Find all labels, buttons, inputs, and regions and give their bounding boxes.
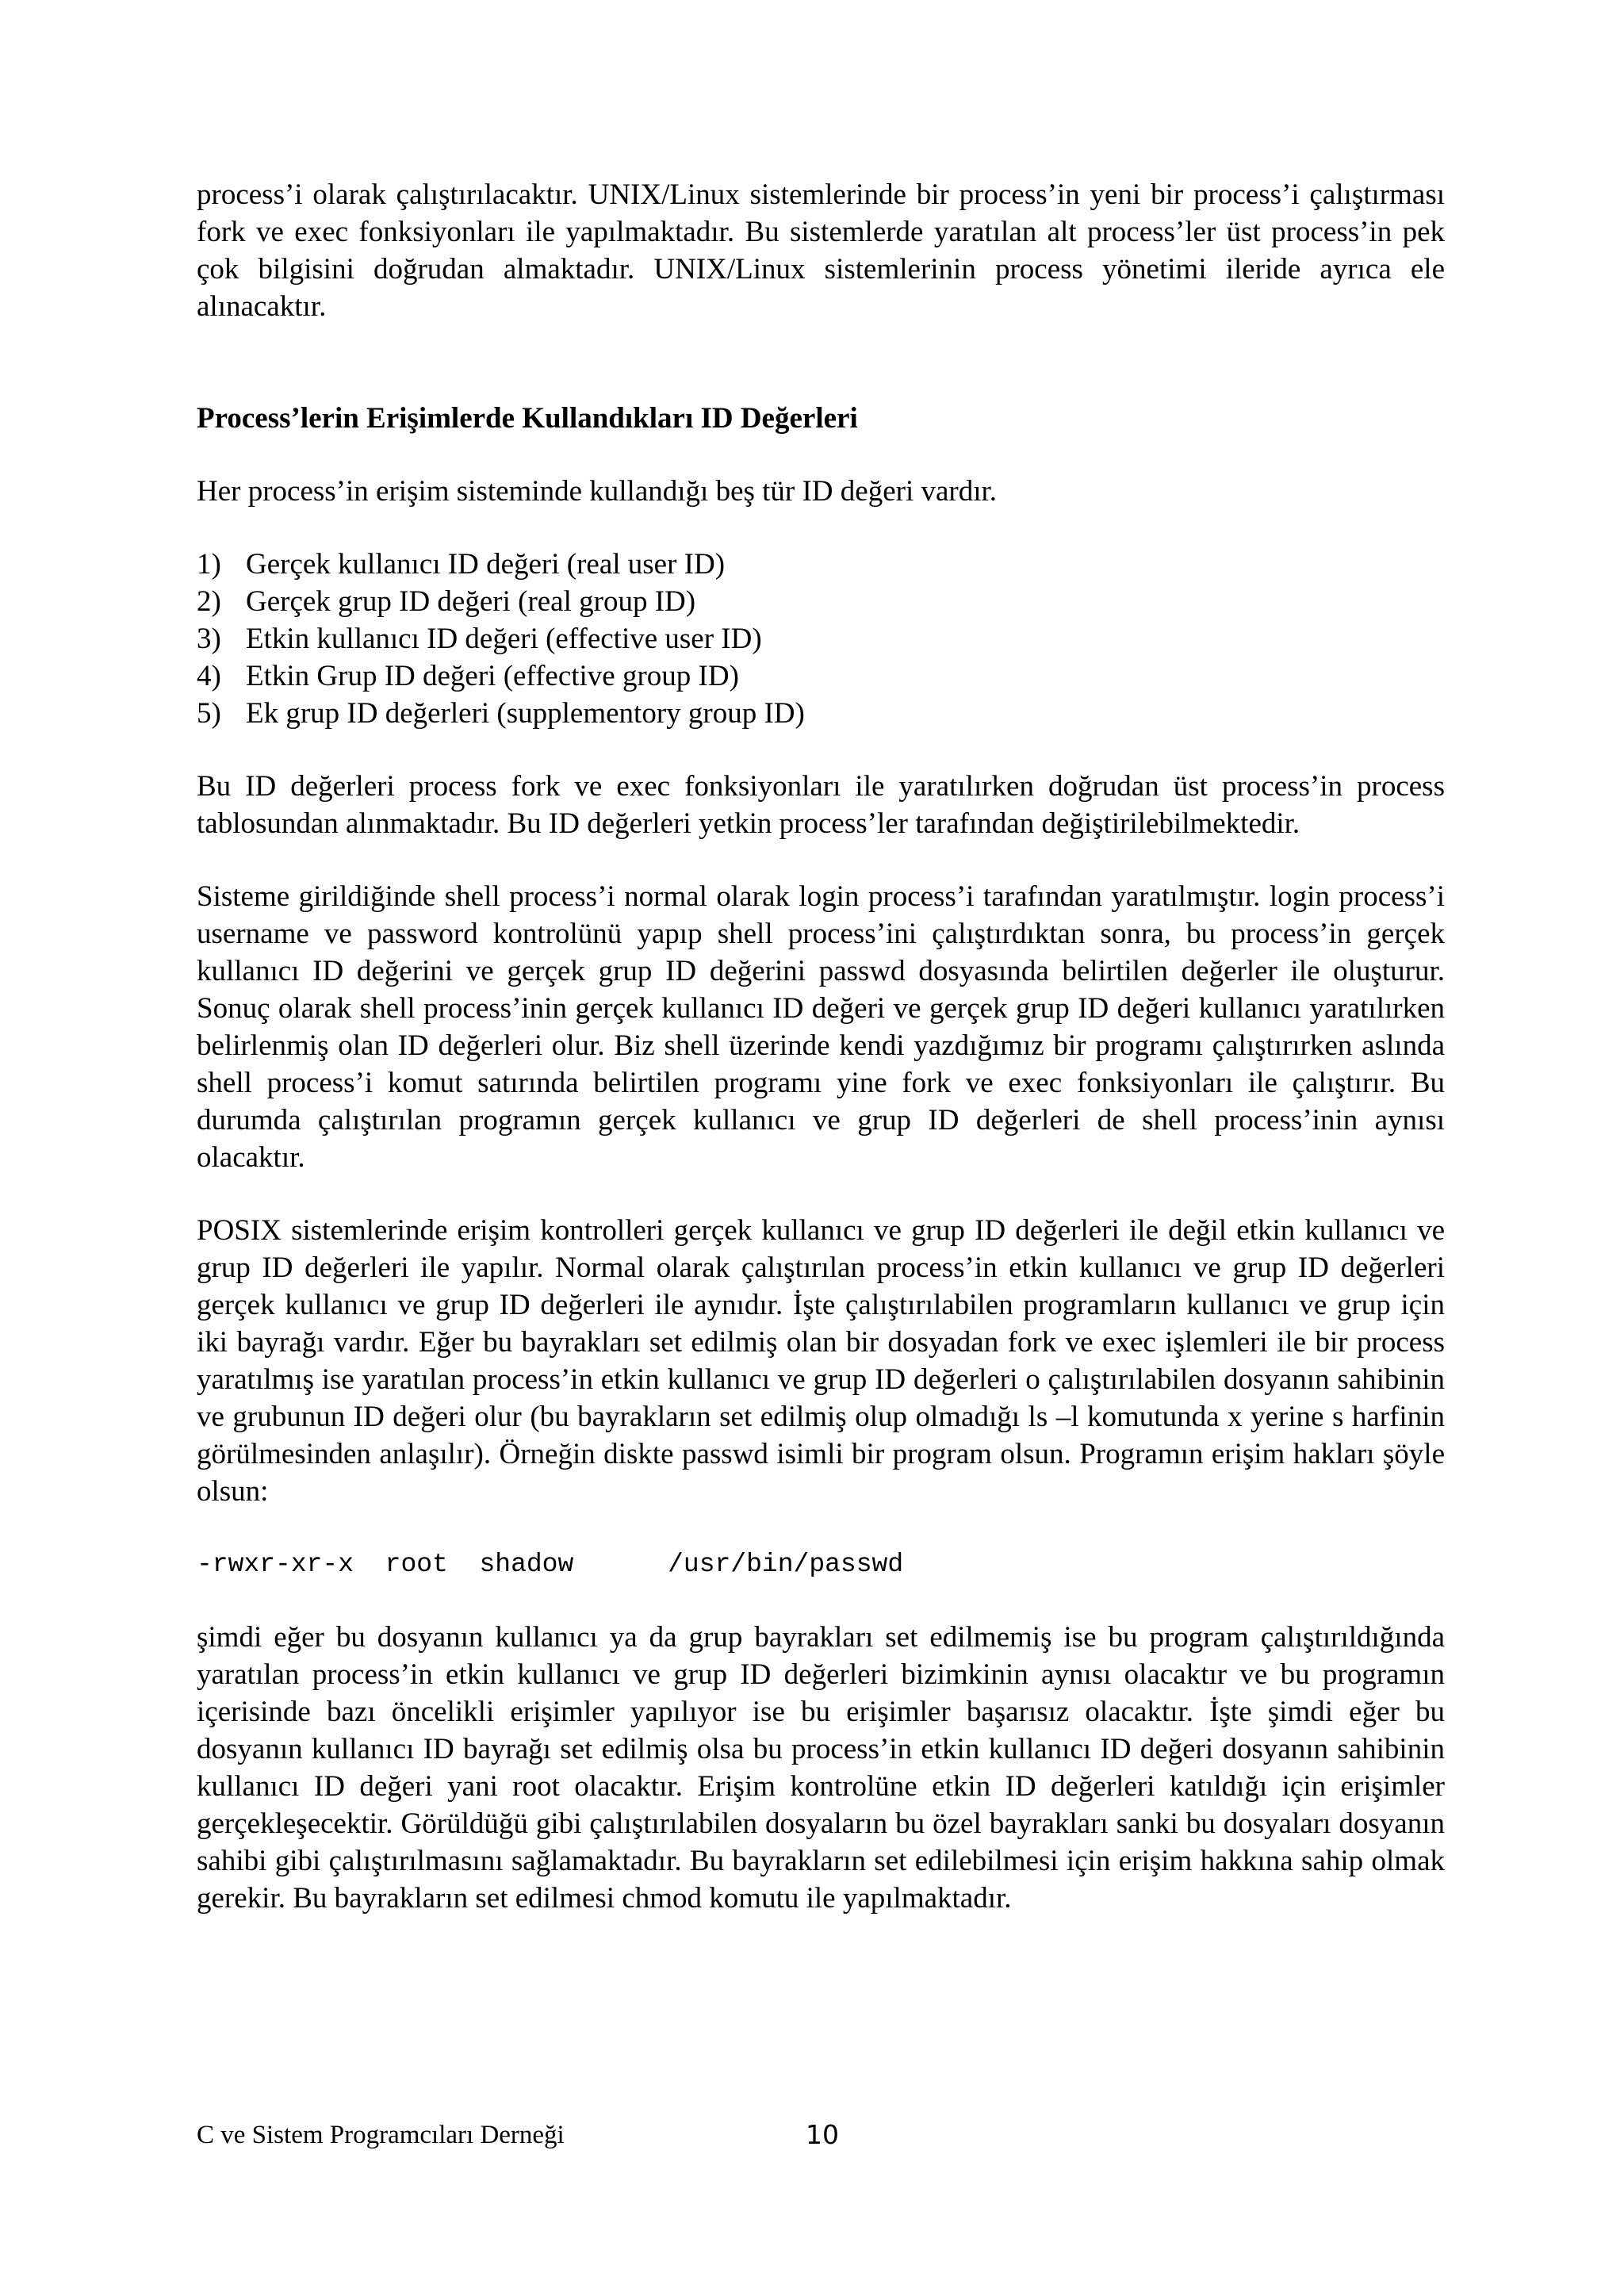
id-intro-paragraph: Her process’in erişim sisteminde kullandığı beş tür ID değeri vardır. — [197, 475, 998, 508]
list-item-text: Ek grup ID değerleri (supplementory group ID) — [246, 697, 805, 730]
list-item — [197, 657, 1445, 695]
list-item — [197, 695, 1445, 732]
intro-paragraph: process’i olarak çalıştırılacaktır. UNIX/Linux sistemlerinde bir process’in yeni bir process’i çalıştırması fork ve exec fonksiyonları ile yapılmaktadır. Bu sistemlerde yaratılan alt process’ler üst process’in pek çok bilgisini doğrudan almaktadır. UNIX/Linux sistemlerinin process yönetimi ileride ayrıca ele alınacaktır. — [197, 178, 1445, 323]
page-number: 10 — [806, 2119, 839, 2150]
page-content — [197, 176, 1445, 1917]
list-item — [197, 546, 1445, 583]
list-item-text: Etkin kullanıcı ID değeri (effective user ID) — [246, 623, 762, 655]
list-item-text: Gerçek grup ID değeri (real group ID) — [246, 585, 696, 618]
list-item-number: 4) — [197, 660, 221, 692]
code-line: -rwxr-xr-x root shadow /usr/bin/passwd — [197, 1550, 904, 1579]
list-item-number: 3) — [197, 623, 221, 655]
id-list — [197, 546, 1445, 732]
section-heading: Process’lerin Erişimlerde Kullandıkları ID Değerleri — [197, 402, 858, 435]
id-source-paragraph: Bu ID değerleri process fork ve exec fonksiyonları ile yaratılırken doğrudan üst process’in process tablosundan alınmaktadır. Bu ID değerleri yetkin process’ler tarafından değiştirilebilmektedir. — [197, 770, 1445, 840]
list-item — [197, 583, 1445, 620]
shell-login-paragraph: Sisteme girildiğinde shell process’i normal olarak login process’i tarafından yaratılmıştır. login process’i username ve password kontrolünü yapıp shell process’ini çalıştırdıktan sonra, bu process’in gerçek kullanıcı ID değerini ve gerçek grup ID değerini passwd dosyasında belirtilen değerler ile oluşturur. Sonuç olarak shell process’inin gerçek kullanıcı ID değeri ve gerçek grup ID değeri kullanıcı yaratılırken belirlenmiş olan ID değerleri olur. Biz shell üzerinde kendi yazdığımız bir programı çalıştırırken aslında shell process’i komut satırında belirtilen programı yine fork ve exec fonksiyonları ile çalıştırır. Bu durumda çalıştırılan programın gerçek kullanıcı ve grup ID değerleri de shell process’inin aynısı olacaktır. — [197, 880, 1445, 1174]
page-footer — [197, 2118, 1445, 2157]
list-item — [197, 620, 1445, 657]
closing-paragraph: şimdi eğer bu dosyanın kullanıcı ya da grup bayrakları set edilmemiş ise bu program çalıştırıldığında yaratılan process’in etkin kullanıcı ve grup ID değerleri bizimkinin aynısı olacaktır ve bu programın içerisinde bazı öncelikli erişimler yapılıyor ise bu erişimler başarısız olacaktır. İşte şimdi eğer bu dosyanın kullanıcı ID bayrağı set edilmiş olsa bu process’in etkin kullanıcı ID değeri dosyanın sahibinin kullanıcı ID değeri yani root olacaktır. Erişim kontrolüne etkin ID değerleri katıldığı için erişimler gerçekleşecektir. Görüldüğü gibi çalıştırılabilen dosyaların bu özel bayrakları sanki bu dosyaları dosyanın sahibi gibi çalıştırılmasını sağlamaktadır. Bu bayrakların set edilebilmesi için erişim hakkına sahip olmak gerekir. Bu bayrakların set edilmesi chmod komutu ile yapılmaktadır. — [197, 1621, 1445, 1915]
footer-text: C ve Sistem Programcıları Derneği — [197, 2121, 565, 2149]
posix-paragraph: POSIX sistemlerinde erişim kontrolleri gerçek kullanıcı ve grup ID değerleri ile değil etkin kullanıcı ve grup ID değerleri ile yapılır. Normal olarak çalıştırılan process’in etkin kullanıcı ve grup ID değerleri gerçek kullanıcı ve grup ID değerleri ile aynıdır. İşte çalıştırılabilen programların kullanıcı ve grup için iki bayrağı vardır. Eğer bu bayrakları set edilmiş olan bir dosyadan fork ve exec işlemleri ile bir process yaratılmış ise yaratılan process’in etkin kullanıcı ve grup ID değerleri o çalıştırılabilen dosyanın sahibinin ve grubunun ID değeri olur (bu bayrakların set edilmiş olup olmadığı ls –l komutunda x yerine s harfinin görülmesinden anlaşılır). Örneğin diskte passwd isimli bir program olsun. Programın erişim hakları şöyle olsun: — [197, 1214, 1445, 1508]
list-item-text: Etkin Grup ID değeri (effective group ID) — [246, 660, 739, 692]
list-item-number: 5) — [197, 697, 221, 730]
list-item-text: Gerçek kullanıcı ID değeri (real user ID) — [246, 548, 726, 581]
list-item-number: 1) — [197, 548, 221, 581]
list-item-number: 2) — [197, 585, 221, 618]
